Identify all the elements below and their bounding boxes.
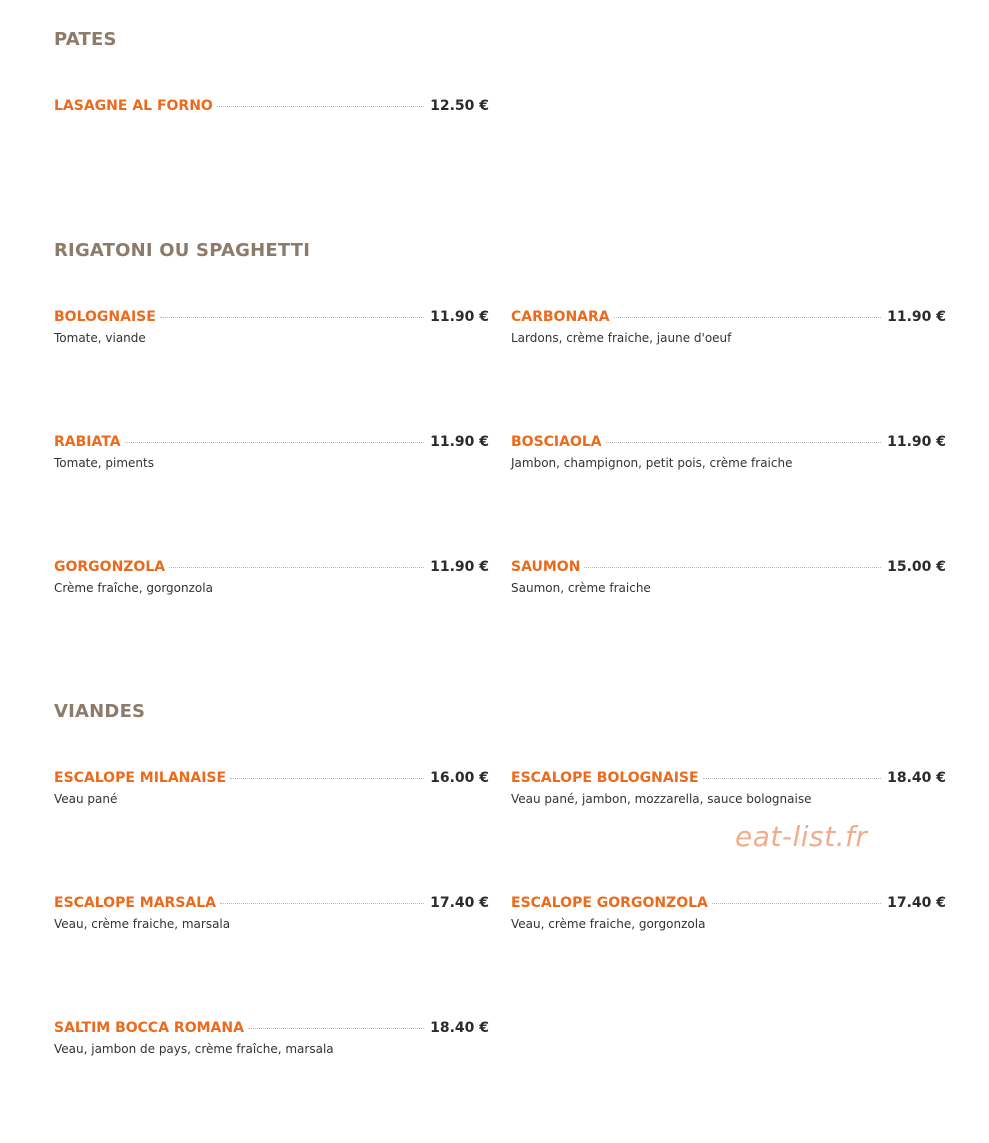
item-name: CARBONARA: [511, 309, 610, 325]
menu-item-escalope-marsala: [54, 895, 489, 945]
item-price: 15.00 €: [887, 559, 946, 575]
item-price: 18.40 €: [430, 1020, 489, 1036]
menu-item-gorgonzola: [54, 559, 489, 609]
item-price: 17.40 €: [430, 895, 489, 911]
item-name: ESCALOPE MILANAISE: [54, 770, 227, 786]
item-description: Veau, jambon de pays, crème fraîche, marsala: [54, 1042, 334, 1056]
item-name: BOLOGNAISE: [54, 309, 156, 325]
menu-item-escalope-gorgonzola: [511, 895, 946, 945]
item-name: ESCALOPE GORGONZOLA: [511, 895, 708, 911]
dotted-leader: [230, 778, 424, 779]
menu-item-carbonara: [511, 309, 946, 359]
section-title-viandes: VIANDES: [54, 701, 146, 722]
item-description: Jambon, champignon, petit pois, crème fraiche: [511, 456, 793, 470]
item-name: SALTIM BOCCA ROMANA: [54, 1020, 244, 1036]
item-price: 17.40 €: [887, 895, 946, 911]
menu-item-escalope-milanaise: [54, 770, 489, 820]
item-description: Saumon, crème fraiche: [511, 581, 651, 595]
dotted-leader: [220, 903, 424, 904]
item-description: Veau, crème fraiche, marsala: [54, 917, 231, 931]
item-price: 12.50 €: [430, 98, 489, 114]
item-price: 11.90 €: [887, 309, 946, 325]
item-name: LASAGNE AL FORNO: [54, 98, 213, 114]
item-price: 18.40 €: [887, 770, 946, 786]
menu-item-bosciaola: [511, 434, 946, 484]
item-name: BOSCIAOLA: [511, 434, 602, 450]
item-price: 11.90 €: [430, 309, 489, 325]
section-title-rigatoni-ou-spaghetti: RIGATONI OU SPAGHETTI: [54, 240, 311, 261]
item-description: Veau, crème fraiche, gorgonzola: [511, 917, 706, 931]
dotted-leader: [217, 106, 424, 107]
dotted-leader: [703, 778, 882, 779]
item-description: Veau pané: [54, 792, 118, 806]
item-description: Crème fraîche, gorgonzola: [54, 581, 213, 595]
item-description: Lardons, crème fraiche, jaune d'oeuf: [511, 331, 732, 345]
dotted-leader: [248, 1028, 424, 1029]
item-price: 11.90 €: [430, 434, 489, 450]
menu-item-escalope-bolognaise: [511, 770, 946, 820]
dotted-leader: [712, 903, 881, 904]
item-name: GORGONZOLA: [54, 559, 166, 575]
item-description: Veau pané, jambon, mozzarella, sauce bolognaise: [511, 792, 812, 806]
item-price: 11.90 €: [887, 434, 946, 450]
item-name: ESCALOPE BOLOGNAISE: [511, 770, 699, 786]
watermark: eat-list.fr: [735, 820, 868, 853]
dotted-leader: [169, 567, 424, 568]
item-name: ESCALOPE MARSALA: [54, 895, 216, 911]
item-description: Tomate, viande: [54, 331, 146, 345]
dotted-leader: [584, 567, 881, 568]
menu-item-bolognaise: [54, 309, 489, 359]
dotted-leader: [160, 317, 424, 318]
item-description: Tomate, piments: [54, 456, 154, 470]
menu-item-saumon: [511, 559, 946, 609]
menu-item-rabiata: [54, 434, 489, 484]
dotted-leader: [606, 442, 881, 443]
item-name: RABIATA: [54, 434, 121, 450]
item-price: 11.90 €: [430, 559, 489, 575]
dotted-leader: [125, 442, 425, 443]
item-price: 16.00 €: [430, 770, 489, 786]
section-title-pates: PATES: [54, 29, 117, 50]
item-name: SAUMON: [511, 559, 581, 575]
menu-item-saltim-bocca-romana: [54, 1020, 489, 1070]
menu-item-lasagne-al-forno: [54, 98, 489, 148]
dotted-leader: [614, 317, 881, 318]
